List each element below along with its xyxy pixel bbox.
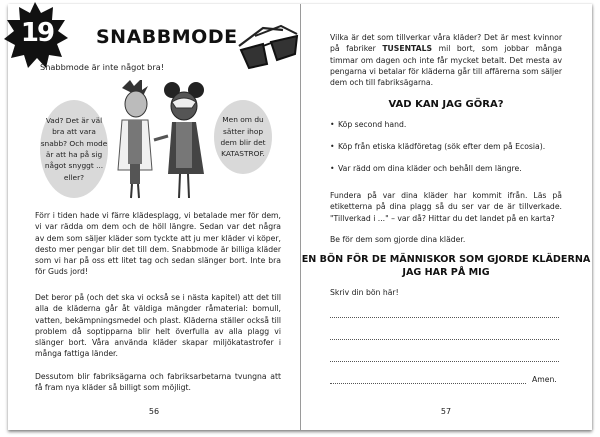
section-heading: VAD KAN JAG GÖRA?: [388, 99, 504, 110]
list-item-text: Köp från etiska klädföretag (sök efter dem på Ecosia).: [338, 142, 546, 151]
prayer-prompt: Skriv din bön här!: [330, 288, 399, 297]
paragraph: [330, 32, 562, 88]
prayer-heading: EN BÖN FÖR DE MÄNNISKOR SOM GJORDE KLÄDERNA JAG HAR PÅ MIG: [301, 254, 591, 278]
paragraph: Förr i tiden hade vi färre klädesplagg, vi betalade mer för dem, vi var rädda om dem och de höll längre. Sedan var det några av dem som säljer kläder som tyckte att ju mer kläder vi köper, desto mer pengar blir det till dem. Snabbmode är billiga kläder som vi har på oss ett litet tag och sedan slänger bort. Inte bra för Guds jord!: [35, 211, 281, 277]
right-page: [300, 4, 592, 430]
paragraph-text: mil bort, som jobbar många timmar om dagen och inte får mycket betalt. Det mesta av pengarna vi betalar för kläderna går till affärerna som säljer dem och till fabriksägarna.: [330, 44, 562, 88]
speech-bubble-right-text: Men om du sätter ihop dem blir det KATASTROF.: [220, 115, 266, 159]
intro-text: Snabbmode är inte något bra!: [40, 62, 165, 72]
page-number-right: 57: [440, 407, 452, 416]
sunglasses-icon: [233, 24, 303, 70]
tips-list: [330, 119, 570, 185]
chapter-number: 19: [20, 18, 54, 48]
amen-text: Amen.: [532, 375, 557, 384]
list-item: [330, 163, 570, 174]
list-item-text: Var rädd om dina kläder och behåll dem längre.: [338, 164, 522, 173]
list-item: [330, 141, 570, 152]
bullet-icon: •: [330, 164, 335, 173]
left-page: [8, 4, 301, 430]
paragraph-text: Vilka är det som tillverkar våra kläder? Det är mest kvinnor på fabriker: [330, 33, 562, 54]
speech-bubble-right: [214, 100, 272, 174]
paragraph: Fundera på var dina kläder har kommit ifrån. Läs på etiketterna på dina plagg så du ser var de är tillverkade. "Tillverkad i ..." – var då? Hittar du det landet på en karta?: [330, 191, 562, 223]
list-item: [330, 119, 570, 130]
page-number-left: 56: [148, 407, 160, 416]
paragraph: Be för dem som gjorde dina kläder.: [330, 235, 466, 244]
bullet-icon: •: [330, 142, 335, 151]
writing-line[interactable]: [330, 338, 559, 340]
illustration: [28, 80, 290, 204]
paragraph: Det beror på (och det ska vi också se i nästa kapitel) att det till alla de kläderna går åt väldiga mängder råmaterial: bomull, vatten, bekämpningsmedel och plast. Kläderna ställer också till problem då soptipparna blir helt överfulla av alla plagg vi slänger bort. Våra använda kläder skapar miljökatastrofer i många fattiga länder.: [35, 293, 281, 359]
paragraph: Dessutom blir fabriksägarna och fabriksarbetarna tvungna att få fram nya kläder så billigt som möjligt.: [35, 372, 281, 393]
speech-bubble-left: [40, 100, 108, 198]
emphasis-text: TUSENTALS: [382, 44, 433, 54]
writing-line[interactable]: [330, 316, 559, 318]
book-spread: [8, 4, 592, 430]
characters-illustration: [112, 80, 212, 204]
list-item-text: Köp second hand.: [338, 120, 407, 129]
chapter-title: SNABBMODE: [96, 26, 238, 48]
writing-line[interactable]: [330, 382, 526, 384]
bullet-icon: •: [330, 120, 335, 129]
speech-bubble-left-text: Vad? Det är väl bra att vara snabb? Och mode är att ha på sig något snyggt ... eller?: [40, 115, 108, 182]
writing-line[interactable]: [330, 360, 559, 362]
